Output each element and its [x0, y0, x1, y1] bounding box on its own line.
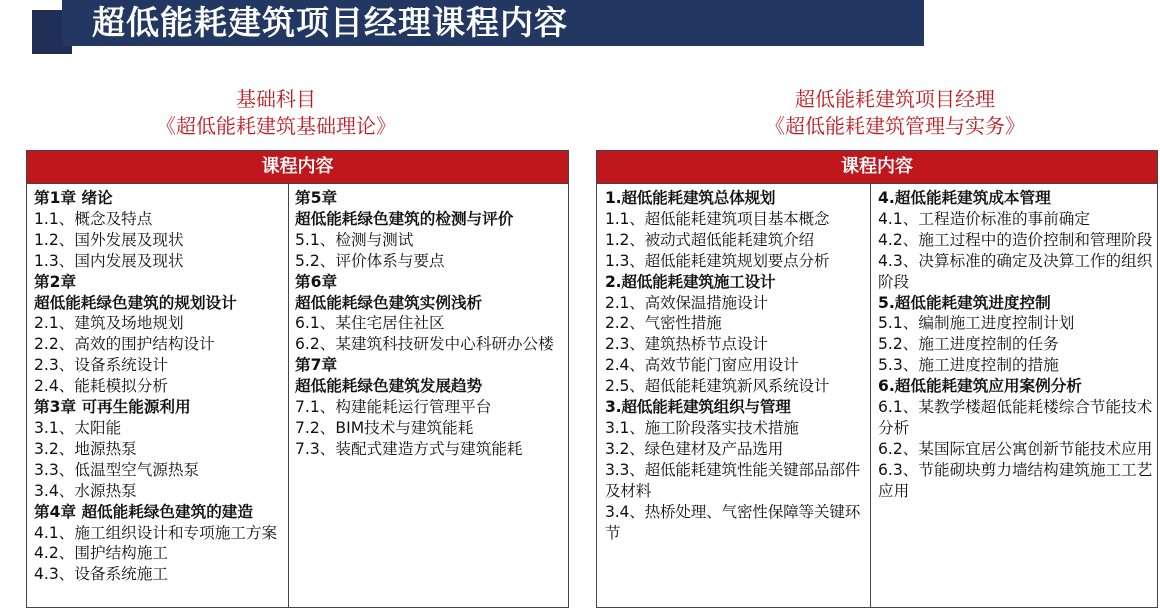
course-item: 6.2、某建筑科技研发中心科研办公楼: [295, 335, 554, 354]
chapter-heading: 超低能耗绿色建筑实例浅析: [295, 293, 483, 312]
chapter-heading: 超低能耗绿色建筑的规划设计: [34, 293, 237, 312]
course-item: 1.1、超低能耗建筑项目基本概念: [605, 209, 830, 228]
chapter-heading: 6.超低能耗建筑应用案例分析: [878, 377, 1082, 396]
course-item: 2.1、高效保温措施设计: [605, 293, 768, 312]
chapter-heading: 超低能耗绿色建筑发展趋势: [295, 377, 483, 396]
chapter-heading: 2.超低能耗建筑施工设计: [605, 272, 776, 291]
left-subject-title: [126, 86, 426, 140]
chapter-heading: 第2章: [34, 272, 77, 291]
course-item: 3.3、低温型空气源热泵: [34, 460, 200, 479]
course-item: 5.2、评价体系与要点: [295, 251, 445, 270]
course-item: 7.2、BIM技术与建筑能耗: [295, 418, 474, 437]
right-subject-title: [740, 86, 1050, 140]
course-item: 2.2、高效的围护结构设计: [34, 335, 215, 354]
course-item: 5.3、施工进度控制的措施: [878, 356, 1059, 375]
course-item: 1.2、国外发展及现状: [34, 230, 184, 249]
course-item: 3.1、太阳能: [34, 418, 122, 437]
course-item: 3.3、超低能耗建筑性能关键部品部件及材料: [605, 460, 861, 500]
left-subject-line1: 基础科目: [236, 87, 316, 111]
right-subject-line1: 超低能耗建筑项目经理: [795, 87, 995, 111]
course-item: 3.4、热桥处理、气密性保障等关键环节: [605, 502, 861, 542]
course-item: 1.3、超低能耗建筑规划要点分析: [605, 251, 830, 270]
course-item: 1.2、被动式超低能耗建筑介绍: [605, 230, 814, 249]
course-item: 4.3、决算标准的确定及决算工作的组织阶段: [878, 251, 1153, 291]
chapter-heading: 第4章 超低能耗绿色建筑的建造: [34, 502, 253, 521]
chapter-heading: 第3章 可再生能源利用: [34, 398, 191, 417]
left-column-2: [288, 184, 570, 607]
course-item: 4.1、工程造价标准的事前确定: [878, 209, 1090, 228]
left-course-table: [26, 150, 569, 608]
course-item: 5.1、检测与测试: [295, 230, 414, 249]
course-item: 7.3、装配式建造方式与建筑能耗: [295, 439, 523, 458]
course-item: 4.2、围护结构施工: [34, 544, 168, 563]
course-item: 4.3、设备系统施工: [34, 565, 168, 584]
chapter-heading: 5.超低能耗建筑进度控制: [878, 293, 1051, 312]
course-item: 2.5、超低能耗建筑新风系统设计: [605, 377, 830, 396]
left-column-1: [27, 184, 289, 607]
right-course-table: [596, 150, 1158, 608]
course-item: 4.1、施工组织设计和专项施工方案: [34, 523, 278, 542]
course-item: 3.4、水源热泵: [34, 481, 137, 500]
course-item: 7.1、构建能耗运行管理平台: [295, 398, 492, 417]
course-item: 2.4、高效节能门窗应用设计: [605, 356, 799, 375]
course-item: 2.1、建筑及场地规划: [34, 314, 184, 333]
chapter-heading: 1.超低能耗建筑总体规划: [605, 189, 776, 207]
course-item: 6.2、某国际宜居公寓创新节能技术应用: [878, 439, 1153, 458]
course-item: 4.2、施工过程中的造价控制和管理阶段: [878, 230, 1153, 249]
right-subject-line2: 《超低能耗建筑管理与实务》: [765, 114, 1025, 138]
right-column-1: [597, 184, 871, 607]
chapter-heading: 超低能耗绿色建筑的检测与评价: [295, 209, 514, 228]
course-item: 3.2、地源热泵: [34, 439, 137, 458]
chapter-heading: 第7章: [295, 356, 338, 375]
course-item: 2.3、设备系统设计: [34, 356, 168, 375]
course-item: 1.3、国内发展及现状: [34, 251, 184, 270]
course-item: 2.4、能耗模拟分析: [34, 377, 168, 396]
course-item: 2.2、气密性措施: [605, 314, 722, 333]
course-item: 5.1、编制施工进度控制计划: [878, 314, 1075, 333]
chapter-heading: 3.超低能耗建筑组织与管理: [605, 398, 791, 417]
chapter-heading: 第1章 绪论: [34, 189, 113, 207]
course-item: 2.3、建筑热桥节点设计: [605, 335, 768, 354]
course-item: 1.1、概念及特点: [34, 209, 153, 228]
page-title: 超低能耗建筑项目经理课程内容: [92, 3, 568, 42]
left-table-header: 课程内容: [27, 151, 568, 184]
chapter-heading: 第6章: [295, 272, 338, 291]
course-item: 5.2、施工进度控制的任务: [878, 335, 1059, 354]
chapter-heading: 4.超低能耗建筑成本管理: [878, 189, 1051, 207]
right-column-2: [870, 184, 1159, 607]
course-item: 6.1、某住宅居住社区: [295, 314, 445, 333]
course-item: 6.3、节能砌块剪力墙结构建筑施工工艺应用: [878, 460, 1153, 500]
course-item: 3.2、绿色建材及产品选用: [605, 439, 784, 458]
chapter-heading: 第5章: [295, 189, 338, 207]
left-subject-line2: 《超低能耗建筑基础理论》: [156, 114, 396, 138]
course-item: 3.1、施工阶段落实技术措施: [605, 418, 799, 437]
right-table-header: 课程内容: [597, 151, 1157, 184]
course-item: 6.1、某教学楼超低能耗楼综合节能技术分析: [878, 398, 1153, 437]
